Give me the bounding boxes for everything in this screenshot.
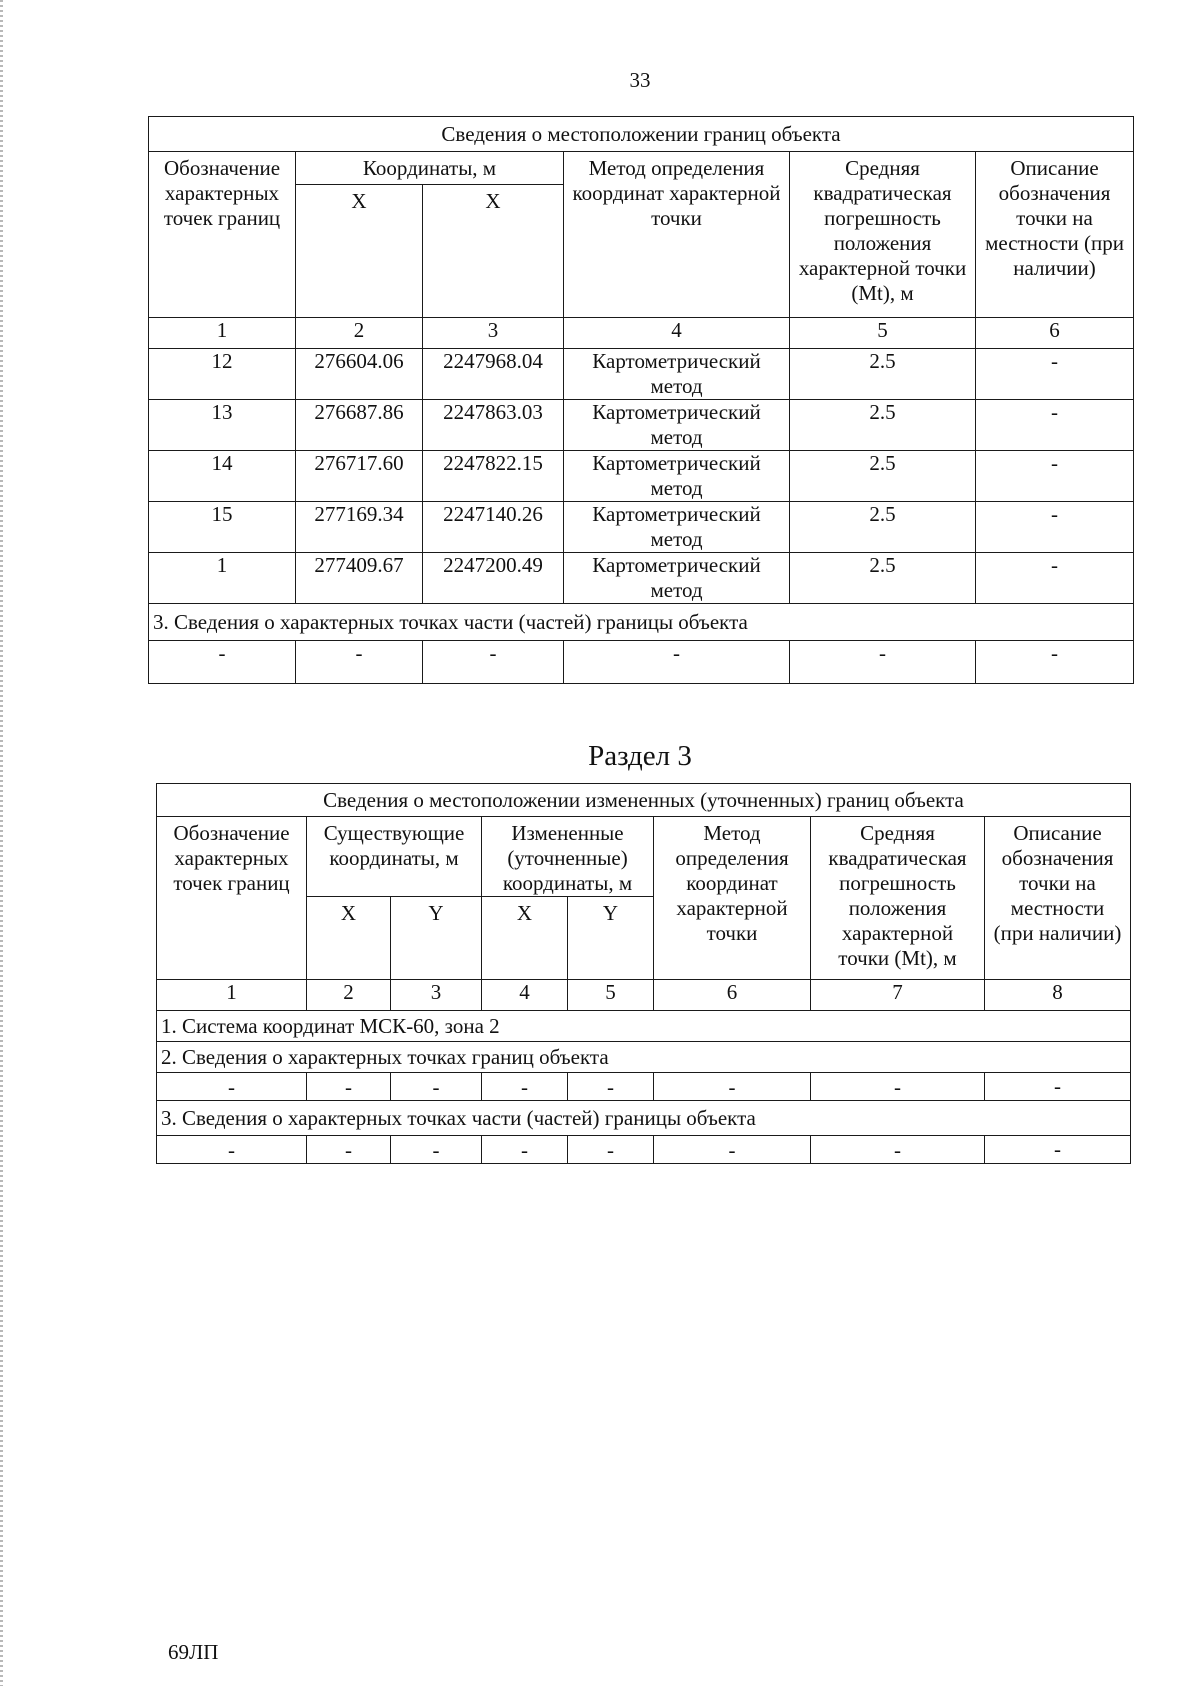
empty-cell: - xyxy=(976,641,1134,684)
error-value: 2.5 xyxy=(790,553,976,604)
description: - xyxy=(976,400,1134,451)
column-number: 6 xyxy=(976,318,1134,349)
coord-y: 2247140.26 xyxy=(423,502,564,553)
header-y: Y xyxy=(391,897,482,980)
coord-x: 277169.34 xyxy=(296,502,423,553)
column-number-row xyxy=(149,318,1134,349)
empty-cell: - xyxy=(307,1073,391,1101)
column-number-row xyxy=(157,980,1131,1011)
method: Картометрический метод xyxy=(564,553,790,604)
column-number: 5 xyxy=(568,980,654,1011)
table-row xyxy=(149,349,1134,400)
coord-y: 2247822.15 xyxy=(423,451,564,502)
method: Картометрический метод xyxy=(564,349,790,400)
column-number: 7 xyxy=(811,980,985,1011)
table-title: Сведения о местоположении границ объекта xyxy=(149,117,1134,152)
point-number: 1 xyxy=(149,553,296,604)
column-number: 2 xyxy=(307,980,391,1011)
empty-cell: - xyxy=(482,1073,568,1101)
section-label: 3. Сведения о характерных точках части (частей) границы объекта xyxy=(157,1101,1131,1136)
table-row xyxy=(149,502,1134,553)
empty-cell: - xyxy=(654,1073,811,1101)
coord-y: 2247968.04 xyxy=(423,349,564,400)
footer-code: 69ЛП xyxy=(168,1640,219,1664)
page-number: 33 xyxy=(629,68,651,92)
point-number: 14 xyxy=(149,451,296,502)
column-number: 3 xyxy=(391,980,482,1011)
scan-edge xyxy=(0,0,3,1686)
empty-cell: - xyxy=(391,1073,482,1101)
empty-cell: - xyxy=(482,1136,568,1164)
coord-x: 276687.86 xyxy=(296,400,423,451)
header-x: X xyxy=(423,185,564,318)
header-changed-coords: Измененные (уточненные) координаты, м xyxy=(482,817,654,897)
empty-cell: - xyxy=(811,1136,985,1164)
empty-cell: - xyxy=(423,641,564,684)
empty-cell: - xyxy=(568,1136,654,1164)
error-value: 2.5 xyxy=(790,451,976,502)
section-label: 2. Сведения о характерных точках границ объекта xyxy=(157,1042,1131,1073)
table-title: Сведения о местоположении измененных (уточненных) границ объекта xyxy=(157,784,1131,817)
header-error: Средняя квадратическая погрешность положения характерной точки (Mt), м xyxy=(790,152,976,318)
header-description: Описание обозначения точки на местности (при наличии) xyxy=(976,152,1134,318)
header-method: Метод определения координат характерной точки xyxy=(564,152,790,318)
empty-cell: - xyxy=(811,1073,985,1101)
section-heading: Раздел 3 xyxy=(588,740,692,772)
empty-row xyxy=(157,1136,1131,1164)
empty-cell: - xyxy=(985,1136,1131,1164)
section-label: 3. Сведения о характерных точках части (частей) границы объекта xyxy=(149,604,1134,641)
section-label: 1. Система координат МСК-60, зона 2 xyxy=(157,1011,1131,1042)
empty-cell: - xyxy=(296,641,423,684)
table-row xyxy=(149,451,1134,502)
empty-row xyxy=(149,641,1134,684)
point-number: 15 xyxy=(149,502,296,553)
empty-cell: - xyxy=(149,641,296,684)
column-number: 5 xyxy=(790,318,976,349)
point-number: 12 xyxy=(149,349,296,400)
header-x: X xyxy=(307,897,391,980)
header-point: Обозначение характерных точек границ xyxy=(157,817,307,980)
empty-cell: - xyxy=(654,1136,811,1164)
method: Картометрический метод xyxy=(564,451,790,502)
method: Картометрический метод xyxy=(564,400,790,451)
empty-cell: - xyxy=(568,1073,654,1101)
error-value: 2.5 xyxy=(790,502,976,553)
header-y: Y xyxy=(568,897,654,980)
column-number: 2 xyxy=(296,318,423,349)
empty-row xyxy=(157,1073,1131,1101)
header-coords: Координаты, м xyxy=(296,152,564,185)
header-method: Метод определения координат характерной точки xyxy=(654,817,811,980)
description: - xyxy=(976,553,1134,604)
description: - xyxy=(976,451,1134,502)
header-existing-coords: Существующие координаты, м xyxy=(307,817,482,897)
empty-cell: - xyxy=(307,1136,391,1164)
header-description: Описание обозначения точки на местности (при наличии) xyxy=(985,817,1131,980)
coord-x: 276717.60 xyxy=(296,451,423,502)
column-number: 3 xyxy=(423,318,564,349)
changed-boundary-table xyxy=(156,783,1131,1164)
empty-cell: - xyxy=(391,1136,482,1164)
table-row xyxy=(149,400,1134,451)
empty-cell: - xyxy=(157,1073,307,1101)
column-number: 1 xyxy=(157,980,307,1011)
column-number: 4 xyxy=(564,318,790,349)
description: - xyxy=(976,349,1134,400)
point-number: 13 xyxy=(149,400,296,451)
empty-cell: - xyxy=(564,641,790,684)
boundary-table xyxy=(148,116,1134,684)
coord-x: 277409.67 xyxy=(296,553,423,604)
coord-y: 2247200.49 xyxy=(423,553,564,604)
column-number: 4 xyxy=(482,980,568,1011)
method: Картометрический метод xyxy=(564,502,790,553)
header-point: Обозначение характерных точек границ xyxy=(149,152,296,318)
empty-cell: - xyxy=(790,641,976,684)
column-number: 8 xyxy=(985,980,1131,1011)
description: - xyxy=(976,502,1134,553)
table-row xyxy=(149,553,1134,604)
coord-y: 2247863.03 xyxy=(423,400,564,451)
empty-cell: - xyxy=(157,1136,307,1164)
empty-cell: - xyxy=(985,1073,1131,1101)
column-number: 1 xyxy=(149,318,296,349)
header-error: Средняя квадратическая погрешность положения характерной точки (Mt), м xyxy=(811,817,985,980)
error-value: 2.5 xyxy=(790,400,976,451)
coord-x: 276604.06 xyxy=(296,349,423,400)
column-number: 6 xyxy=(654,980,811,1011)
header-x: X xyxy=(482,897,568,980)
header-x: X xyxy=(296,185,423,318)
error-value: 2.5 xyxy=(790,349,976,400)
